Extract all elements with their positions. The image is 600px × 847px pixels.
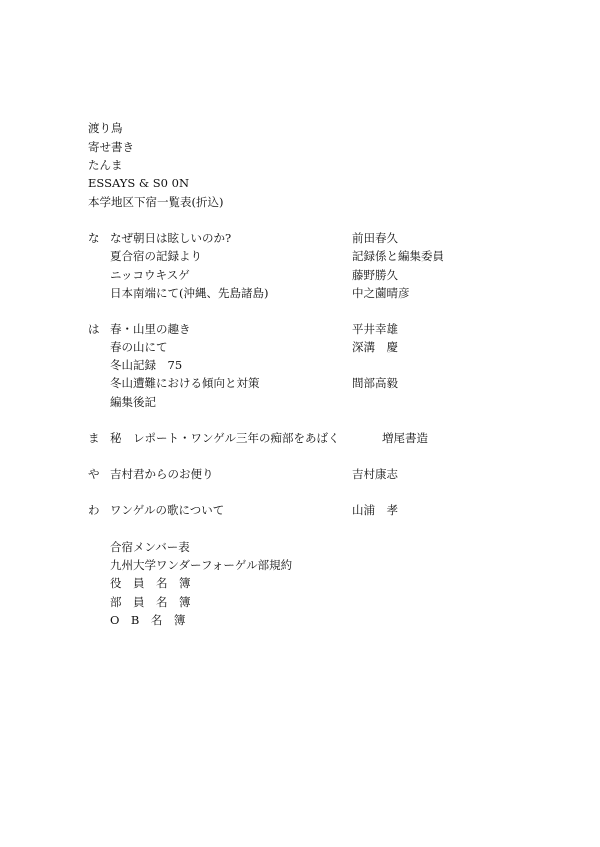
entry-author: 深溝 慶 [352,340,398,354]
entry-author: 間部高毅 [352,376,398,390]
section-kana-ha: は [88,322,100,336]
appendix-item-ob-roster: O B 名 簿 [110,613,186,627]
entry-author: 前田春久 [352,231,398,245]
front-item-watari-dori: 渡り鳥 [88,121,123,135]
entry-title: 冬山記録 75 [110,358,183,372]
appendix-item-officer-roster: 役 員 名 簿 [110,576,191,590]
entry-author: 吉村康志 [352,467,398,481]
section-kana-ya: や [88,467,100,481]
section-kana-ma: ま [88,431,100,445]
entry-title: ワンゲルの歌について [110,503,225,517]
entry-title: 編集後記 [110,395,156,409]
entry-author: 平井幸雄 [352,322,398,336]
entry-title: 春の山にて [110,340,168,354]
entry-title: 日本南端にて(沖縄、先島諸島) [110,286,269,300]
front-item-essays: ESSAYS & S0 0N [88,176,190,190]
section-kana-na: な [88,231,100,245]
entry-title: 吉村君からのお便り [110,467,214,481]
front-item-yosegaki: 寄せ書き [88,140,134,154]
front-item-lodging-list: 本学地区下宿一覧表(折込) [88,195,224,209]
appendix-item-member-roster: 部 員 名 簿 [110,595,191,609]
entry-title: 春・山里の趣き [110,322,191,336]
entry-title: 夏合宿の記録より [110,249,202,263]
appendix-item-camp-members: 合宿メンバー表 [110,540,190,554]
entry-title: 秘 レポート・ワンゲル三年の痴部をあばく [110,431,340,445]
section-kana-wa: わ [88,503,100,517]
entry-author: 増尾書造 [382,431,428,445]
entry-author: 記録係と編集委員 [352,249,444,263]
front-item-tanma: たんま [88,158,123,172]
entry-author: 藤野勝久 [352,268,398,282]
entry-title: なぜ朝日は眩しいのか? [110,231,232,245]
entry-author: 中之薗晴彦 [352,286,410,300]
entry-title: 冬山遭難における傾向と対策 [110,376,260,390]
entry-title: ニッコウキスゲ [110,268,190,282]
entry-author: 山浦 孝 [352,503,398,517]
appendix-item-club-rules: 九州大学ワンダーフォーゲル部規約 [110,558,293,572]
